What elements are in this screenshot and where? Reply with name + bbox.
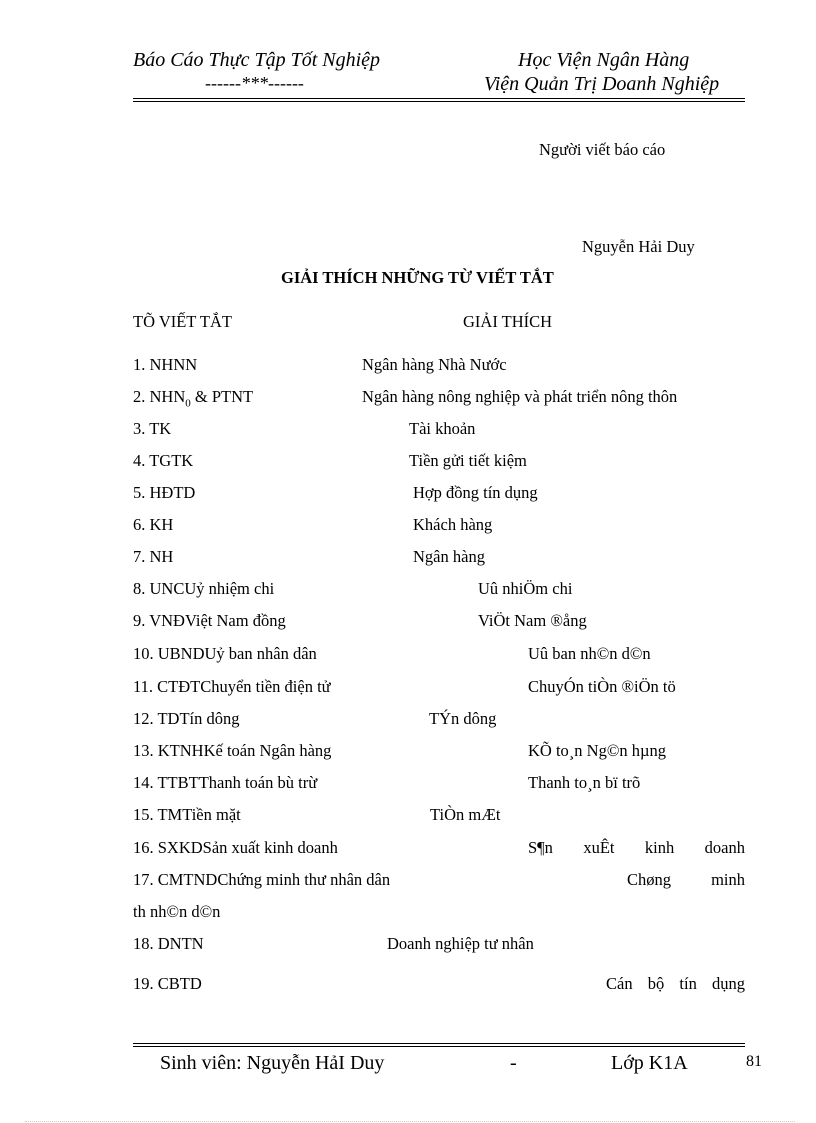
- header-right-sub: Viện Quản Trị Doanh Nghiệp: [484, 73, 720, 95]
- header-left-sub: ------***------: [205, 73, 304, 93]
- list-item-meaning: Uû nhiÖm chi: [478, 579, 573, 598]
- list-item-abbr: 18. DNTN: [133, 934, 204, 953]
- header-rule-top: [133, 98, 745, 99]
- list-item-meaning: Khách hàng: [413, 515, 493, 534]
- column-header-meaning: GIẢI THÍCH: [463, 312, 553, 331]
- list-item-meaning: Cán bộ tín dụng: [606, 974, 745, 993]
- list-item-meaning: TÝn dông: [429, 709, 497, 728]
- signature-name: Nguyễn Hải Duy: [582, 237, 695, 256]
- list-item-meaning: Uû ban nh©n d©n: [528, 644, 651, 663]
- list-item-meaning: ChuyÓn tiÒn ®iÖn tö: [528, 677, 676, 696]
- list-item-abbr: 12. TDTín dông: [133, 709, 240, 728]
- signature-role: Người viết báo cáo: [539, 140, 666, 159]
- list-item-meaning: S¶n xuÊt kinh doanh: [528, 838, 745, 857]
- list-item-meaning: Doanh nghiệp tư nhân: [387, 934, 534, 953]
- abbr-suffix: & PTNT: [190, 387, 254, 406]
- list-item-meaning: TiÒn mÆt: [430, 805, 501, 824]
- list-item-meaning: Tiền gửi tiết kiệm: [409, 451, 527, 470]
- list-item-abbr: 5. HĐTD: [133, 483, 196, 502]
- list-item-abbr: 4. TGTK: [133, 451, 194, 470]
- list-item-abbr: 19. CBTD: [133, 974, 202, 993]
- list-item-abbr: 9. VNĐViệt Nam đồng: [133, 611, 286, 630]
- list-item-meaning: Ngân hàng: [413, 547, 485, 566]
- abbr-prefix: 2. NHN: [133, 387, 186, 406]
- list-item-meaning: Hợp đồng tín dụng: [413, 483, 538, 502]
- page-number: 81: [746, 1053, 762, 1070]
- list-item-continuation: th nh©n d©n: [133, 902, 221, 921]
- list-item-abbr: 6. KH: [133, 515, 174, 534]
- list-item-meaning: Ngân hàng Nhà Nước: [362, 355, 507, 374]
- column-header-abbr: TÕ VIẾT TẮT: [133, 312, 232, 331]
- list-item-abbr: 7. NH: [133, 547, 174, 566]
- list-item-abbr: 15. TMTiền mặt: [133, 805, 241, 824]
- list-item-abbr: 16. SXKDSản xuất kinh doanh: [133, 838, 338, 857]
- list-item-meaning: Chøng minh: [627, 870, 745, 889]
- list-item-meaning: Tài khoản: [409, 419, 476, 438]
- header-left-title: Báo Cáo Thực Tập Tốt Nghiệp: [133, 49, 381, 71]
- page-bottom-dotted-rule: [25, 1121, 795, 1122]
- footer-rule-top: [133, 1043, 745, 1044]
- header-right-title: Học Viện Ngân Hàng: [518, 49, 690, 71]
- list-item-meaning: Thanh to¸n bï trõ: [528, 773, 641, 792]
- list-item-meaning: ViÖt Nam ®ång: [478, 611, 587, 630]
- footer-dash: -: [510, 1052, 517, 1074]
- list-item-abbr: 3. TK: [133, 419, 172, 438]
- page-title: GIẢI THÍCH NHỮNG TỪ VIẾT TẮT: [281, 268, 554, 287]
- list-item-meaning: Ngân hàng nông nghiệp và phát triển nông thôn: [362, 387, 678, 406]
- footer-student: Sinh viên: Nguyễn HảI Duy: [160, 1052, 385, 1074]
- footer-rule-bottom: [133, 1046, 745, 1047]
- list-item-meaning: KÕ to¸n Ng©n hµng: [528, 741, 666, 760]
- list-item-abbr: 11. CTĐTChuyển tiền điện tử: [133, 677, 331, 696]
- list-item-abbr: 10. UBNDUỷ ban nhân dân: [133, 644, 317, 663]
- header-rule-bottom: [133, 101, 745, 102]
- list-item-abbr: [133, 387, 253, 409]
- list-item-abbr: 14. TTBTThanh toán bù trừ: [133, 773, 318, 792]
- list-item-abbr: 13. KTNHKế toán Ngân hàng: [133, 741, 332, 760]
- list-item-abbr: 17. CMTNDChứng minh thư nhân dân: [133, 870, 391, 889]
- footer-class: Lớp K1A: [611, 1052, 688, 1074]
- list-item-abbr: 1. NHNN: [133, 355, 198, 374]
- list-item-abbr: 8. UNCUỷ nhiệm chi: [133, 579, 275, 598]
- abbr-subscript: 0: [185, 397, 191, 410]
